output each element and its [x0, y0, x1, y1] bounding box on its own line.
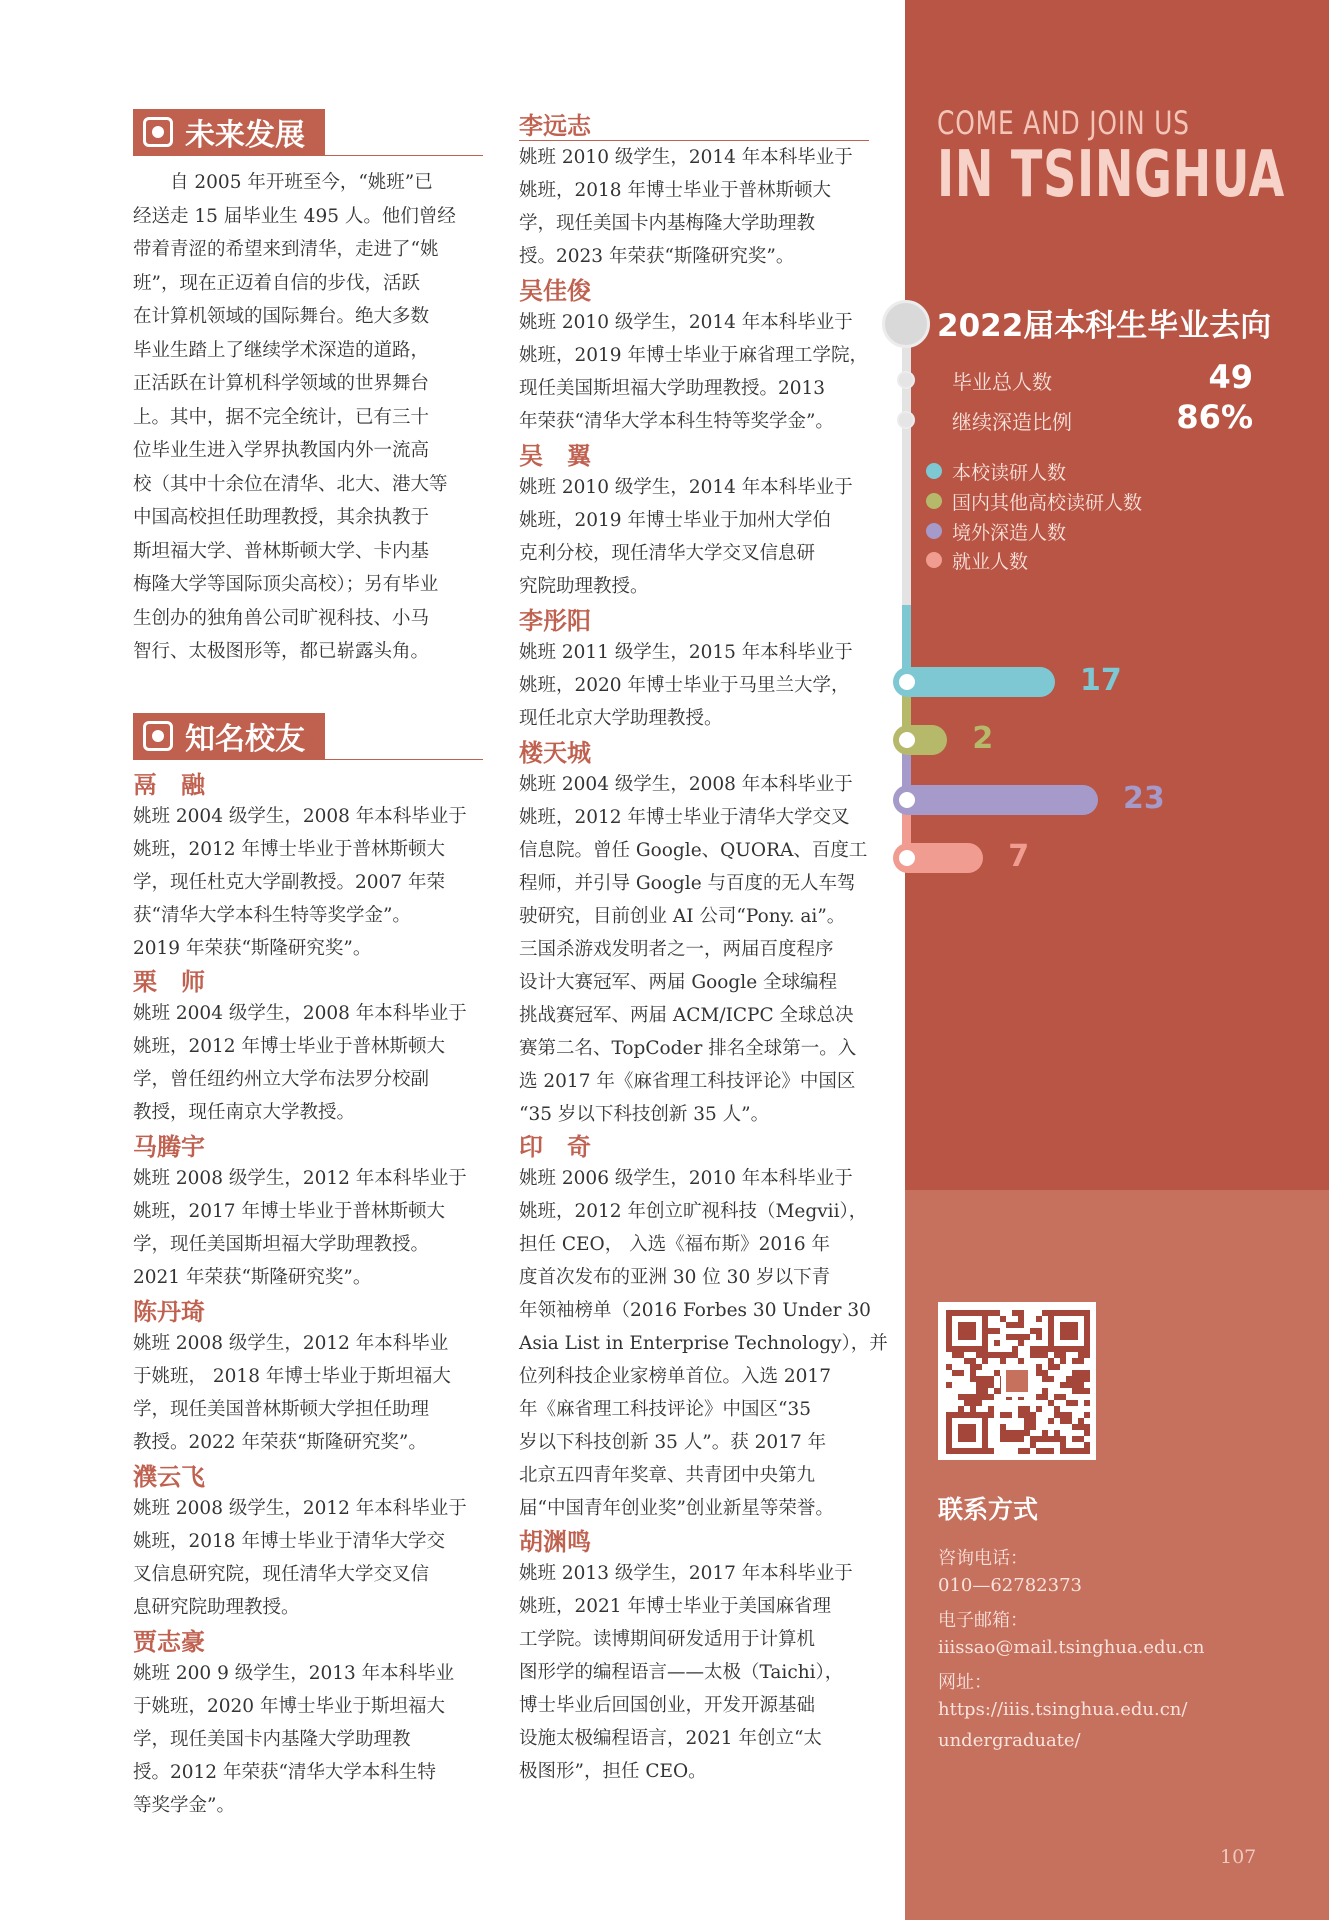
bio-line: “35 岁以下科技创新 35 人”。 — [519, 1104, 770, 1125]
legend-label: 境外深造人数 — [952, 521, 1067, 544]
bio-line: 姚班 200 9 级学生，2013 年本科毕业 — [133, 1663, 455, 1684]
bio-line: 姚班 2011 级学生，2015 年本科毕业于 — [519, 642, 853, 663]
alumni-name: 楼天城 — [519, 738, 591, 767]
bio-line: 年《麻省理工科技评论》中国区“35 — [519, 1399, 811, 1420]
bio-line: 姚班 2004 级学生，2008 年本科毕业于 — [519, 774, 853, 795]
bio-line: 姚班 2008 级学生，2012 年本科毕业 — [133, 1333, 449, 1354]
alumni-bio — [519, 306, 868, 438]
bio-line: 姚班 2006 级学生，2010 年本科毕业于 — [519, 1168, 853, 1189]
alumni-bio — [519, 141, 853, 273]
paragraph-line: 上。其中，据不完全统计，已有三十 — [133, 406, 430, 428]
bio-line: 姚班，2012 年博士毕业于清华大学交叉 — [519, 807, 850, 828]
bio-line: 姚班，2017 年博士毕业于普林斯顿大 — [133, 1201, 445, 1222]
section-rule — [133, 155, 483, 156]
bio-line: 授。2012 年荣获“清华大学本科生特 — [133, 1762, 436, 1783]
timeline-line-gray — [902, 325, 911, 605]
contact-web-url-1: https://iiis.tsinghua.edu.cn/ — [938, 1699, 1188, 1720]
bar-value-label: 17 — [1079, 663, 1122, 698]
bio-line: 程师，并引导 Google 与百度的无人车驾 — [519, 873, 856, 894]
section-heading-text: 知名校友 — [185, 722, 305, 757]
contact-phone-label: 咨询电话： — [938, 1548, 1028, 1569]
timeline-start-circle — [882, 300, 930, 348]
bio-line: Asia List in Enterprise Technology），并 — [519, 1333, 888, 1354]
alumni-name: 鬲 融 — [133, 770, 205, 799]
paragraph-line: 斯坦福大学、普林斯顿大学、卡内基 — [133, 540, 430, 562]
paragraph-line: 生创办的独角兽公司旷视科技、小马 — [133, 607, 430, 629]
alumni-name: 印 奇 — [519, 1132, 591, 1161]
alumni-icon — [143, 721, 173, 751]
timeline-dot-2 — [897, 411, 915, 429]
paragraph-line: 位毕业生进入学界执教国内外一流高 — [133, 440, 430, 461]
bio-line: 授。2023 年荣获“斯隆研究奖”。 — [519, 246, 795, 267]
cta-line-2: IN TSINGHUA — [937, 138, 1286, 212]
stat-value-ratio: 86% — [1176, 398, 1253, 436]
legend-dot-icon — [926, 493, 942, 509]
bar-value-label: 23 — [1123, 781, 1165, 816]
legend-dot-icon — [926, 552, 942, 568]
alumni-name: 胡渊鸣 — [519, 1527, 591, 1556]
section-rule — [133, 759, 483, 760]
contact-email: iiissao@mail.tsinghua.edu.cn — [938, 1637, 1205, 1658]
paragraph-line: 带着青涩的希望来到清华，走进了“姚 — [133, 239, 439, 260]
alumni-bio — [133, 997, 467, 1129]
alumni-bio — [519, 1162, 888, 1525]
section-heading-alumni — [133, 713, 325, 759]
bio-line: 学，现任杜克大学副教授。2007 年荣 — [133, 872, 445, 893]
bio-line: 息研究院助理教授。 — [133, 1597, 300, 1618]
bio-line: 2021 年荣获“斯隆研究奖”。 — [133, 1267, 372, 1288]
paragraph-line: 经送走 15 届毕业生 495 人。他们曾经 — [133, 205, 456, 227]
alumni-bio — [519, 1557, 853, 1788]
section-heading-future — [133, 109, 325, 155]
bio-line: 教授，现任南京大学教授。 — [133, 1102, 356, 1123]
target-icon — [143, 117, 173, 147]
legend-item-employed — [926, 547, 1028, 573]
bio-line: 姚班，2021 年博士毕业于美国麻省理 — [519, 1596, 831, 1617]
alumni-bio — [133, 800, 467, 965]
bio-line: 姚班 2008 级学生，2012 年本科毕业于 — [133, 1498, 467, 1519]
bar-knob-icon — [899, 674, 915, 690]
alumni-bio — [519, 768, 867, 1131]
paragraph-line: 毕业生踏上了继续学术深造的道路， — [133, 339, 430, 361]
bio-line: 姚班，2020 年博士毕业于马里兰大学， — [519, 675, 850, 696]
stat-value-total: 49 — [1208, 358, 1253, 396]
paragraph-line: 在计算机领域的国际舞台。绝大多数 — [133, 306, 430, 327]
bio-line: 极图形”，担任 CEO。 — [519, 1761, 707, 1782]
bio-line: 姚班 2004 级学生，2008 年本科毕业于 — [133, 806, 467, 827]
bio-line: 赛第二名、TopCoder 排名全球第一。入 — [519, 1038, 857, 1059]
bio-line: 姚班，2019 年博士毕业于加州大学伯 — [519, 510, 831, 531]
bar-knob-icon — [899, 732, 915, 748]
bio-line: 姚班，2018 年博士毕业于清华大学交 — [133, 1531, 445, 1552]
bio-line: 北京五四青年奖章、共青团中央第九 — [519, 1465, 816, 1486]
alumni-name: 李远志 — [519, 111, 591, 140]
cta-line-1: COME AND JOIN US — [937, 104, 1190, 142]
stats-title: 2022届本科生毕业去向 — [937, 308, 1272, 344]
bar-knob-icon — [899, 792, 915, 808]
bio-line: 信息院。曾任 Google、QUORA、百度工 — [519, 840, 868, 861]
alumni-bio — [519, 636, 853, 735]
qr-code-graphic — [938, 1302, 1096, 1460]
contact-email-label: 电子邮箱： — [938, 1610, 1028, 1631]
bio-line: 学，现任美国斯坦福大学助理教授。 — [133, 1234, 430, 1255]
bio-line: 姚班，2018 年博士毕业于普林斯顿大 — [519, 180, 831, 201]
paragraph-line: 校（其中十余位在清华、北大、港大等 — [133, 473, 448, 495]
bio-line: 届“中国青年创业奖”创业新星等荣誉。 — [519, 1498, 834, 1519]
bio-line: 姚班，2019 年博士毕业于麻省理工学院， — [519, 345, 868, 366]
destination-bar — [893, 725, 947, 755]
future-paragraph — [133, 166, 483, 669]
alumni-bio — [133, 1162, 467, 1294]
bio-line: 等奖学金”。 — [133, 1795, 235, 1816]
alumni-name: 吴佳俊 — [519, 276, 591, 305]
paragraph-line: 智行、太极图形等，都已崭露头角。 — [133, 641, 430, 662]
bio-line: 设计大赛冠军、两届 Google 全球编程 — [519, 972, 838, 993]
destination-bar — [893, 667, 1055, 697]
legend-item-abroad — [926, 518, 1066, 544]
legend-dot-icon — [926, 523, 942, 539]
contact-web-label: 网址： — [938, 1672, 992, 1693]
bio-line: 克利分校，现任清华大学交叉信息研 — [519, 543, 816, 564]
bio-line: 三国杀游戏发明者之一，两届百度程序 — [519, 939, 834, 960]
stat-label-ratio: 继续深造比例 — [952, 410, 1072, 434]
bio-line: 获“清华大学本科生特等奖学金”。 — [133, 905, 411, 926]
bio-line: 姚班，2012 年博士毕业于普林斯顿大 — [133, 839, 445, 860]
bio-line: 究院助理教授。 — [519, 576, 649, 597]
alumni-bio — [133, 1492, 467, 1624]
alumni-name: 李彤阳 — [519, 606, 591, 635]
bio-line: 姚班 2010 级学生，2014 年本科毕业于 — [519, 477, 853, 498]
bio-line: 学，曾任纽约州立大学布法罗分校副 — [133, 1069, 430, 1090]
bar-knob-icon — [899, 850, 915, 866]
alumni-name: 濮云飞 — [133, 1462, 205, 1491]
timeline-dot-1 — [897, 371, 915, 389]
bio-line: 选 2017 年《麻省理工科技评论》中国区 — [519, 1071, 856, 1092]
legend-dot-icon — [926, 463, 942, 479]
bio-line: 度首次发布的亚洲 30 位 30 岁以下青 — [519, 1267, 831, 1288]
alumni-name: 马腾宇 — [133, 1132, 205, 1161]
bio-line: 学，现任美国卡内基梅隆大学助理教 — [519, 213, 816, 234]
bio-line: 教授。2022 年荣获“斯隆研究奖”。 — [133, 1432, 427, 1453]
legend-label: 就业人数 — [952, 550, 1029, 573]
legend-label: 国内其他高校读研人数 — [952, 491, 1143, 514]
bio-line: 担任 CEO， 入选《福布斯》2016 年 — [519, 1234, 831, 1255]
page-number: 107 — [1220, 1846, 1257, 1868]
bio-line: 学，现任美国普林斯顿大学担任助理 — [133, 1399, 430, 1420]
bio-line: 于姚班，2020 年博士毕业于斯坦福大 — [133, 1696, 445, 1717]
bio-line: 年荣获“清华大学本科生特等奖学金”。 — [519, 411, 834, 432]
contact-phone: 010—62782373 — [938, 1575, 1082, 1596]
bio-line: 现任北京大学助理教授。 — [519, 708, 723, 729]
legend-label: 本校读研人数 — [952, 461, 1067, 484]
paragraph-line: 梅隆大学等国际顶尖高校）；另有毕业 — [133, 574, 439, 595]
alumni-name: 吴 翼 — [519, 441, 591, 470]
paragraph-line: 自 2005 年开班至今，“姚班”已 — [133, 172, 433, 193]
qr-code — [938, 1302, 1096, 1460]
bio-line: 年领袖榜单（2016 Forbes 30 Under 30 — [519, 1300, 871, 1321]
paragraph-line: 班”，现在正迈着自信的步伐，活跃 — [133, 272, 420, 294]
bio-line: 图形学的编程语言——太极（Taichi）， — [519, 1662, 844, 1683]
section-heading-text: 未来发展 — [185, 118, 305, 153]
alumni-bio — [133, 1327, 451, 1459]
bio-line: 位列科技企业家榜单首位。入选 2017 — [519, 1366, 831, 1387]
bio-line: 于姚班， 2018 年博士毕业于斯坦福大 — [133, 1366, 451, 1387]
alumni-name: 栗 师 — [133, 967, 205, 996]
alumni-name: 贾志豪 — [133, 1627, 205, 1656]
alumni-name: 陈丹琦 — [133, 1297, 205, 1326]
legend-item-domestic — [926, 488, 1142, 514]
bio-line: 学，现任美国卡内基隆大学助理教 — [133, 1729, 411, 1750]
stat-label-total: 毕业总人数 — [952, 370, 1052, 394]
bio-line: 姚班 2010 级学生，2014 年本科毕业于 — [519, 147, 853, 168]
bio-line: 2019 年荣获“斯隆研究奖”。 — [133, 938, 372, 959]
bio-line: 设施太极编程语言，2021 年创立“太 — [519, 1728, 822, 1749]
destination-bar — [893, 785, 1098, 815]
bio-line: 姚班 2013 级学生，2017 年本科毕业于 — [519, 1563, 853, 1584]
alumni-bio — [133, 1657, 454, 1822]
paragraph-line: 正活跃在计算机科学领域的世界舞台 — [133, 373, 430, 394]
bio-line: 现任美国斯坦福大学助理教授。2013 — [519, 378, 826, 399]
bar-value-label: 2 — [972, 721, 994, 756]
bio-line: 挑战赛冠军、两届 ACM/ICPC 全球总决 — [519, 1005, 854, 1026]
contact-title: 联系方式 — [938, 1495, 1039, 1524]
destination-bar — [893, 843, 983, 873]
bio-line: 博士毕业后回国创业，开发开源基础 — [519, 1695, 816, 1716]
bar-value-label: 7 — [1008, 839, 1030, 874]
bio-line: 叉信息研究院，现任清华大学交叉信 — [133, 1564, 430, 1585]
bio-line: 工学院。读博期间研发适用于计算机 — [519, 1629, 816, 1650]
alumni-bio — [519, 471, 853, 603]
bio-line: 驶研究，目前创业 AI 公司“Pony. ai”。 — [519, 906, 846, 927]
bio-line: 岁以下科技创新 35 人”。获 2017 年 — [519, 1432, 827, 1453]
bio-line: 姚班，2012 年创立旷视科技（Megvii）， — [519, 1201, 868, 1222]
bio-line: 姚班 2004 级学生，2008 年本科毕业于 — [133, 1003, 467, 1024]
bio-line: 姚班 2010 级学生，2014 年本科毕业于 — [519, 312, 853, 333]
contact-web-url-2: undergraduate/ — [938, 1730, 1081, 1751]
legend-item-local — [926, 458, 1066, 484]
bio-line: 姚班，2012 年博士毕业于普林斯顿大 — [133, 1036, 445, 1057]
bio-line: 姚班 2008 级学生，2012 年本科毕业于 — [133, 1168, 467, 1189]
paragraph-line: 中国高校担任助理教授，其余执教于 — [133, 507, 430, 528]
